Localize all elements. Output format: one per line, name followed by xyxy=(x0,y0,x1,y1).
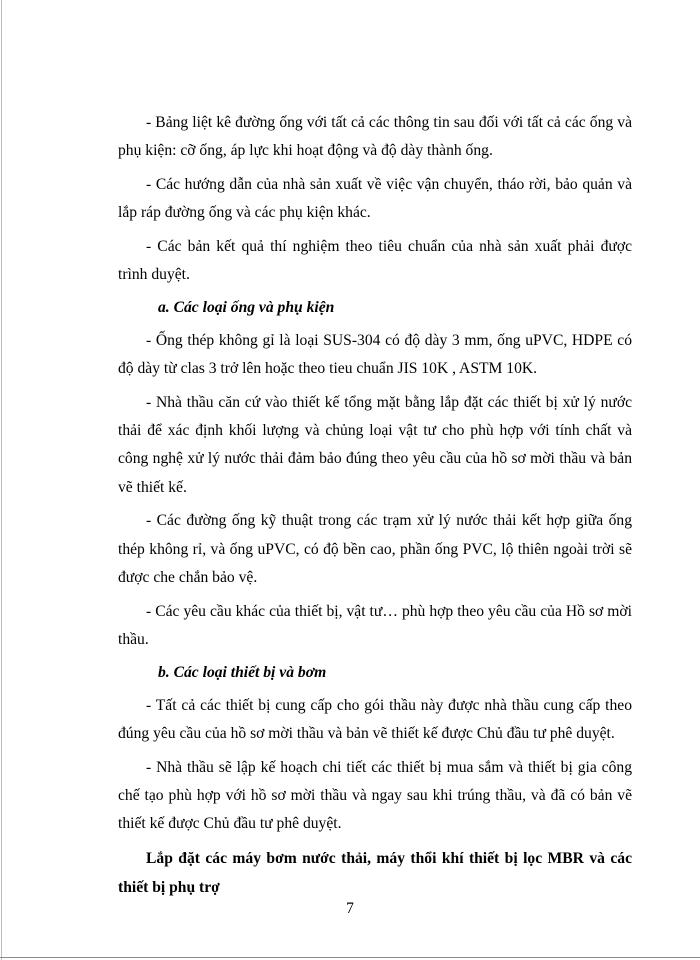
paragraph-stainless-pipe: - Ống thép không gỉ là loại SUS-304 có độ dày 3 mm, ống uPVC, HDPE có độ dày từ clas 3 trở lên hoặc theo tieu chuẩn JIS 10K , ASTM 10K. xyxy=(118,331,632,378)
paragraph-contractor-design: - Nhà thầu căn cứ vào thiết kế tổng mặt bằng lắp đặt các thiết bị xử lý nước thải để xác định khối lượng và chủng loại vật tư cho phù hợp với tính chất và công nghệ xử lý nước thải đảm bảo đúng theo yêu cầu của hồ sơ mời thầu và bản vẽ thiết kế. xyxy=(118,393,632,496)
paragraph-equipment-supply: - Tất cả các thiết bị cung cấp cho gói thầu này được nhà thầu cung cấp theo đúng yêu cầu của hồ sơ mời thầu và bản vẽ thiết kế được Chủ đầu tư phê duyệt. xyxy=(118,696,632,743)
document-body xyxy=(118,109,632,903)
section-heading-pipes-fittings: a. Các loại ống và phụ kiện xyxy=(158,299,335,317)
page-number: 7 xyxy=(346,900,354,917)
bold-heading-pump-installation: Lắp đặt các máy bơm nước thải, máy thổi khí thiết bị lọc MBR và các thiết bị phụ trợ xyxy=(118,849,632,897)
paragraph-other-requirements: - Các yêu cầu khác của thiết bị, vật tư… phù hợp theo yêu cầu của Hồ sơ mời thầu. xyxy=(118,602,632,648)
paragraph-pipe-list: - Bảng liệt kê đường ống với tất cả các thông tin sau đối với tất cả các ống và phụ kiện: cỡ ống, áp lực khi hoạt động và độ dày thành ống. xyxy=(118,114,632,160)
section-heading-equipment-pumps: b. Các loại thiết bị và bơm xyxy=(158,664,327,682)
paragraph-technical-pipes: - Các đường ống kỹ thuật trong các trạm xử lý nước thải kết hợp giữa ống thép không rỉ, và ống uPVC, có độ bền cao, phần ống PVC, lộ thiên ngoài trời sẽ được che chắn bảo vệ. xyxy=(118,512,632,587)
bottom-page-border xyxy=(0,957,700,958)
left-page-border xyxy=(1,0,2,960)
paragraph-equipment-plan: - Nhà thầu sẽ lập kế hoạch chi tiết các thiết bị mua sắm và thiết bị gia công chế tạo phù hợp với hồ sơ mời thầu và ngay sau khi trúng thầu, và đã có bản vẽ thiết kế được Chủ đầu tư phê duyệt. xyxy=(118,758,632,833)
paragraph-test-results: - Các bản kết quả thí nghiệm theo tiêu chuẩn của nhà sản xuất phải được trình duyệt. xyxy=(118,237,632,284)
paragraph-manufacturer-instructions: - Các hướng dẫn của nhà sản xuất về việc vận chuyển, tháo rời, bảo quản và lắp ráp đường ống và các phụ kiện khác. xyxy=(118,175,632,222)
